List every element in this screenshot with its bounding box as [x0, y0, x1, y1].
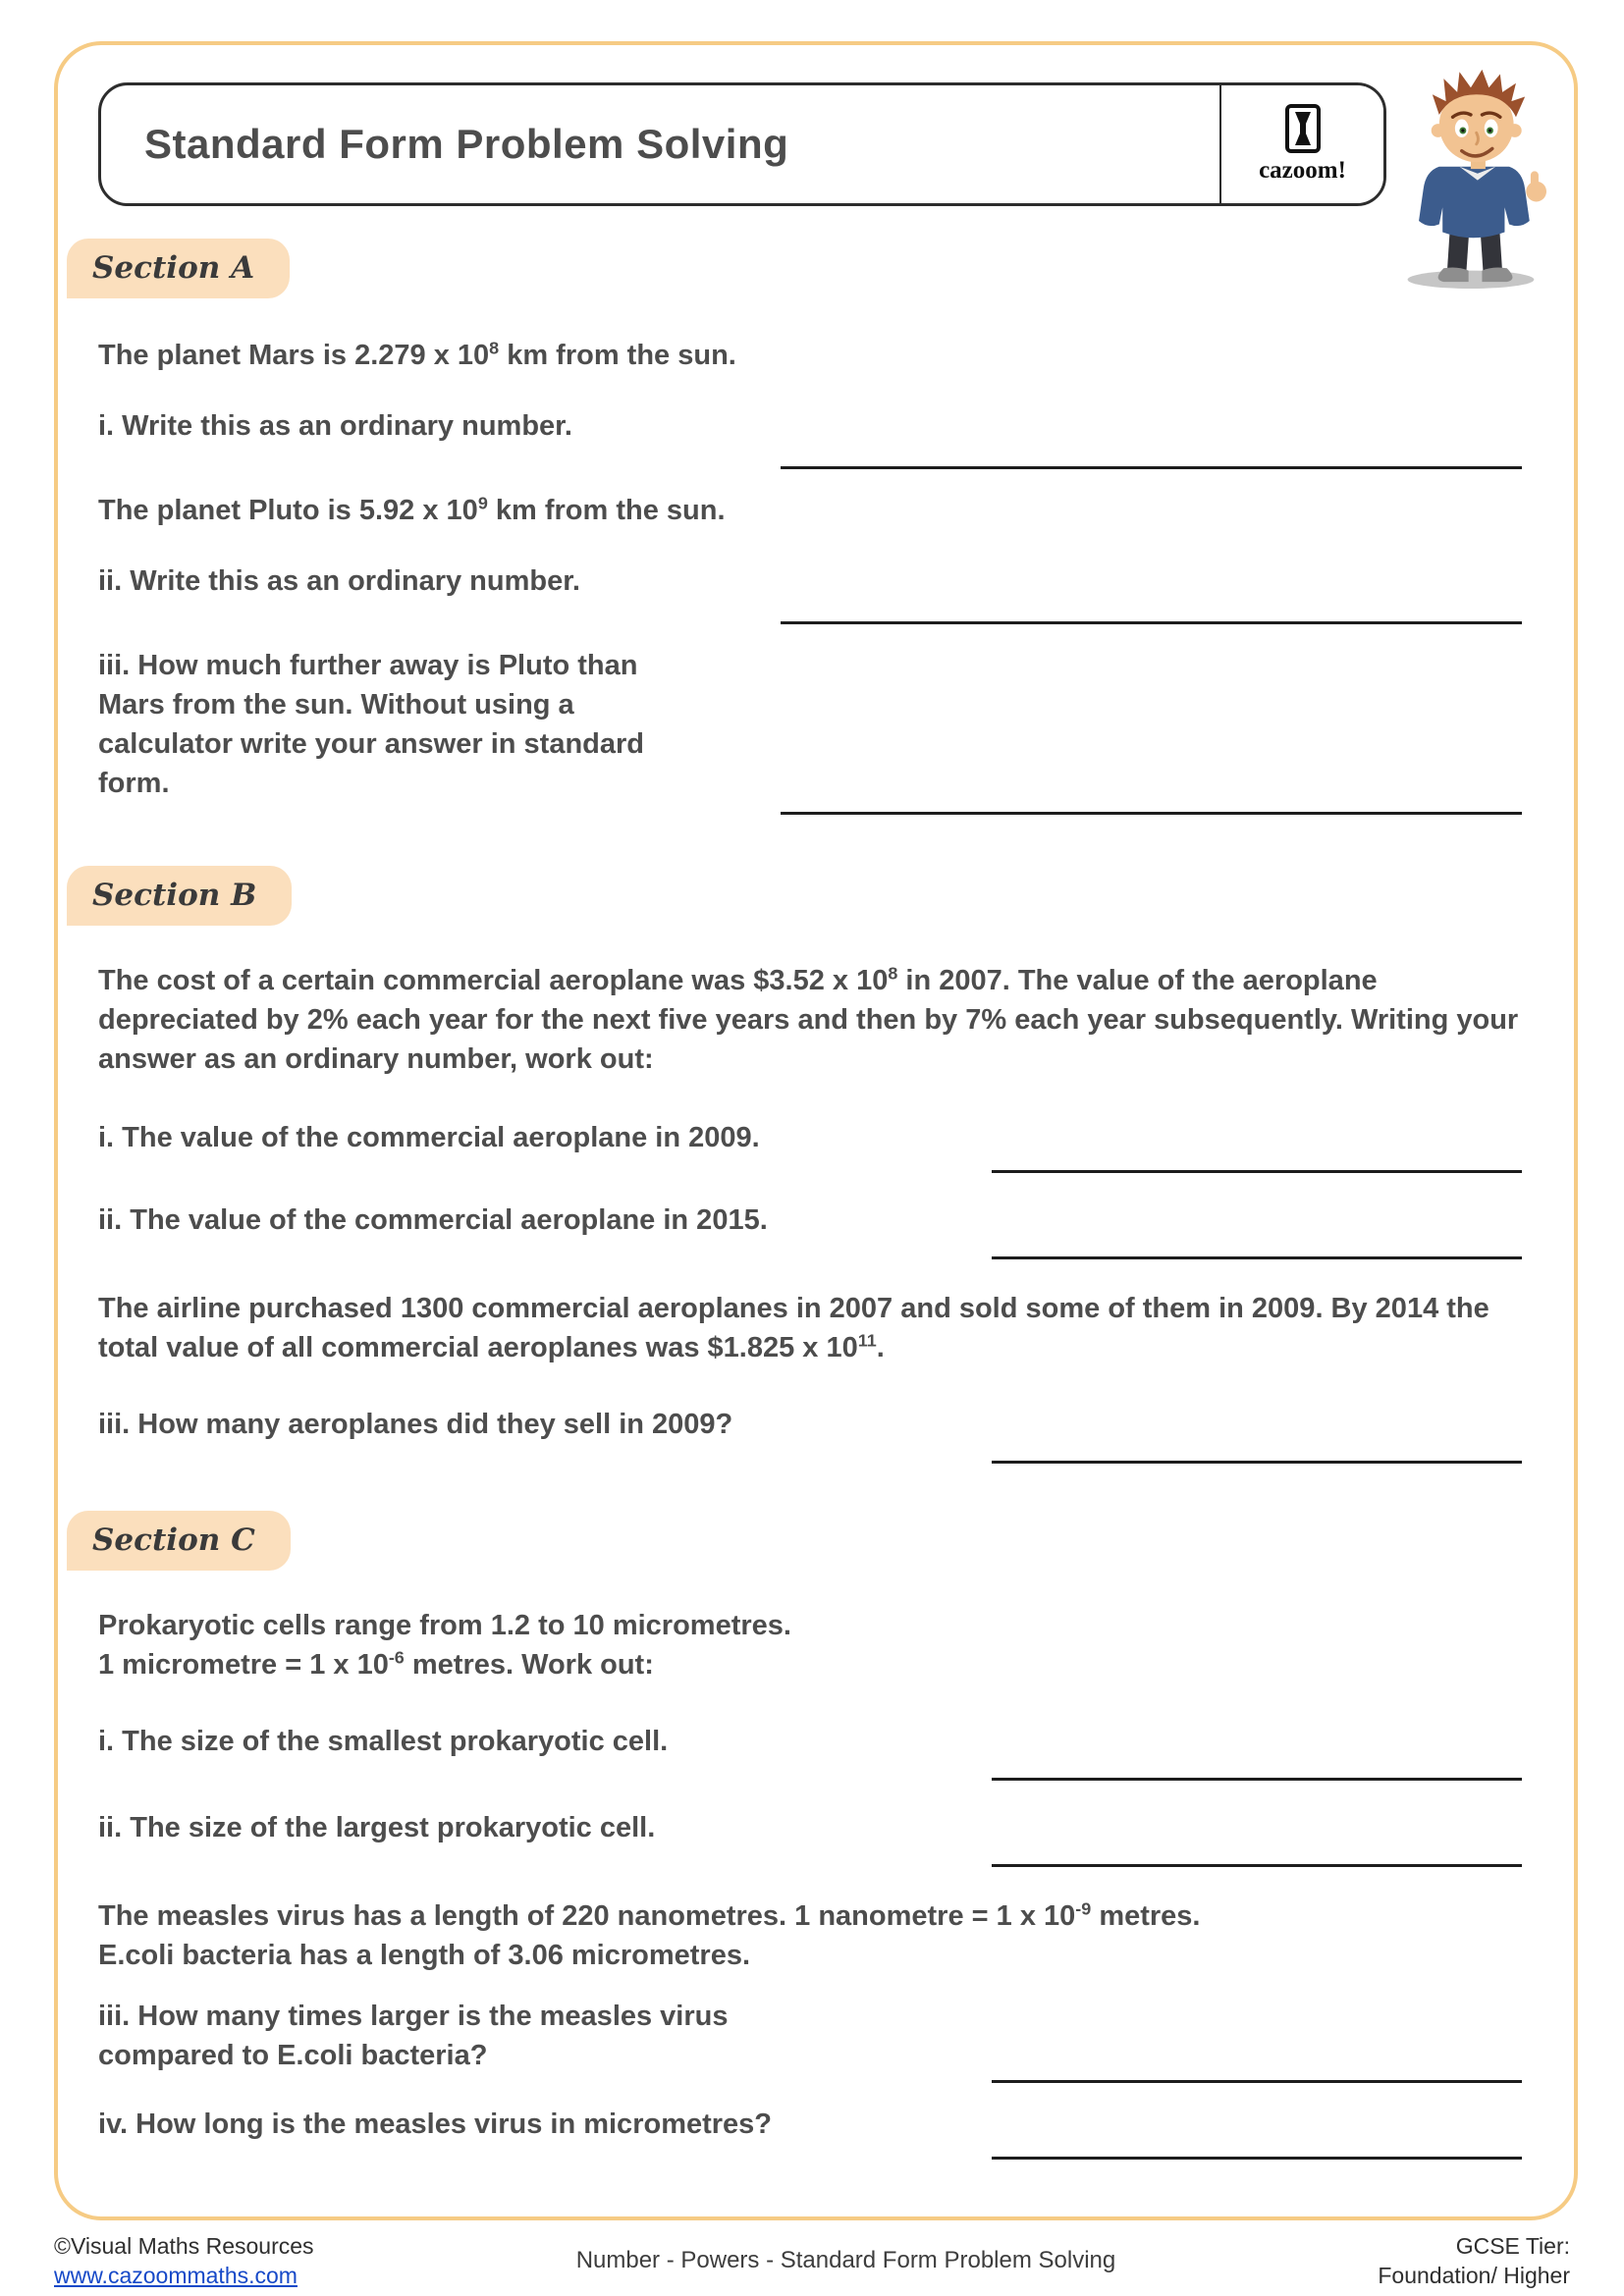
question-b-i-row	[98, 1118, 1522, 1173]
answer-line-a-iii[interactable]	[781, 812, 1522, 815]
question-a-i-row	[98, 406, 1522, 469]
copyright-text: ©Visual Maths Resources	[54, 2233, 314, 2259]
question-c-iii: iii. How many times larger is the measles virus compared to E.coli bacteria?	[98, 2001, 729, 2071]
tier-value: Foundation/ Higher	[1378, 2263, 1570, 2288]
question-c-iii-row	[98, 1997, 1522, 2083]
title-box	[98, 82, 1386, 206]
answer-line-c-iv[interactable]	[992, 2157, 1522, 2160]
student-character-icon	[1380, 63, 1577, 289]
cazoom-logo-icon	[1284, 104, 1322, 153]
question-c-i: i. The size of the smallest prokaryotic cell.	[98, 1726, 669, 1757]
cazoom-logo-text: cazoom!	[1259, 157, 1346, 184]
answer-line-c-ii[interactable]	[992, 1864, 1522, 1867]
footer-topic-text: Number - Powers - Standard Form Problem Solving	[575, 2247, 1116, 2273]
page-footer	[54, 2231, 1570, 2290]
section-b	[67, 866, 1522, 1464]
answer-line-b-ii[interactable]	[992, 1256, 1522, 1259]
question-a-ii: ii. Write this as an ordinary number.	[98, 565, 580, 597]
section-a	[67, 239, 1522, 815]
answer-line-b-iii[interactable]	[992, 1461, 1522, 1464]
footer-copyright-block	[54, 2231, 314, 2290]
question-a-iii-row	[98, 646, 1522, 815]
question-a-iii: iii. How much further away is Pluto than Mars from the sun. Without using a calculator write your answer in standard form.	[98, 650, 644, 799]
answer-line-c-iii[interactable]	[992, 2080, 1522, 2083]
statement-mars-distance: The planet Mars is 2.279 x $10^8$ km from the sun.	[98, 338, 736, 371]
answer-line-a-i[interactable]	[781, 466, 1522, 469]
question-b-ii: ii. The value of the commercial aeroplane in 2015.	[98, 1204, 768, 1236]
question-c-ii: ii. The size of the largest prokaryotic cell.	[98, 1812, 656, 1843]
student-character-illustration	[1380, 63, 1577, 289]
worksheet-content	[67, 239, 1522, 2160]
section-b-title: Section B	[92, 878, 257, 913]
section-a-title: Section A	[92, 250, 255, 286]
section-a-label	[67, 239, 290, 298]
question-a-ii-row	[98, 561, 1522, 624]
section-c-title: Section C	[92, 1522, 255, 1558]
statement-measles-virus: The measles virus has a length of 220 nanometres. 1 nanometre = 1 x $10^{-9}$ metres. E.coli bacteria has a length of 3.06 micrometres.	[98, 1898, 1201, 1971]
answer-line-a-ii[interactable]	[781, 621, 1522, 624]
question-b-i: i. The value of the commercial aeroplane in 2009.	[98, 1122, 760, 1153]
statement-aeroplane-cost: The cost of a certain commercial aeroplane was $3.52 x $10^8$ in 2007. The value of the aeroplane depreciated by 2% each year for the next five years and then by 7% each year subsequently. Writing your answer as an ordinary number, work out:	[98, 963, 1519, 1075]
question-a-i: i. Write this as an ordinary number.	[98, 410, 572, 442]
cazoommaths-link[interactable]: www.cazoommaths.com	[54, 2263, 298, 2288]
question-b-ii-row	[98, 1201, 1522, 1259]
question-c-iv: iv. How long is the measles virus in micrometres?	[98, 2109, 773, 2140]
answer-line-b-i[interactable]	[992, 1170, 1522, 1173]
question-c-i-row	[98, 1722, 1522, 1781]
cazoom-logo	[1219, 85, 1383, 203]
question-b-iii: iii. How many aeroplanes did they sell in 2009?	[98, 1409, 733, 1440]
section-b-label	[67, 866, 292, 926]
section-c	[67, 1511, 1522, 2160]
page-title: Standard Form Problem Solving	[144, 121, 789, 167]
footer-tier-block	[1378, 2231, 1570, 2290]
section-c-label	[67, 1511, 291, 1571]
tier-label: GCSE Tier:	[1455, 2233, 1570, 2259]
statement-prokaryotic-cells: Prokaryotic cells range from 1.2 to 10 micrometres. 1 micrometre = 1 x $10^{-6}$ metres. Work out:	[98, 1610, 791, 1681]
question-c-ii-row	[98, 1808, 1522, 1867]
answer-line-c-i[interactable]	[992, 1778, 1522, 1781]
statement-pluto-distance: The planet Pluto is 5.92 x $10^9$ km from the sun.	[98, 493, 726, 526]
statement-airline-purchase: The airline purchased 1300 commercial aeroplanes in 2007 and sold some of them in 2009. By 2014 the total value of all commercial aeroplanes was $1.825 x $10^{11}$.	[98, 1293, 1489, 1363]
question-c-iv-row	[98, 2105, 1522, 2160]
question-b-iii-row	[98, 1405, 1522, 1464]
